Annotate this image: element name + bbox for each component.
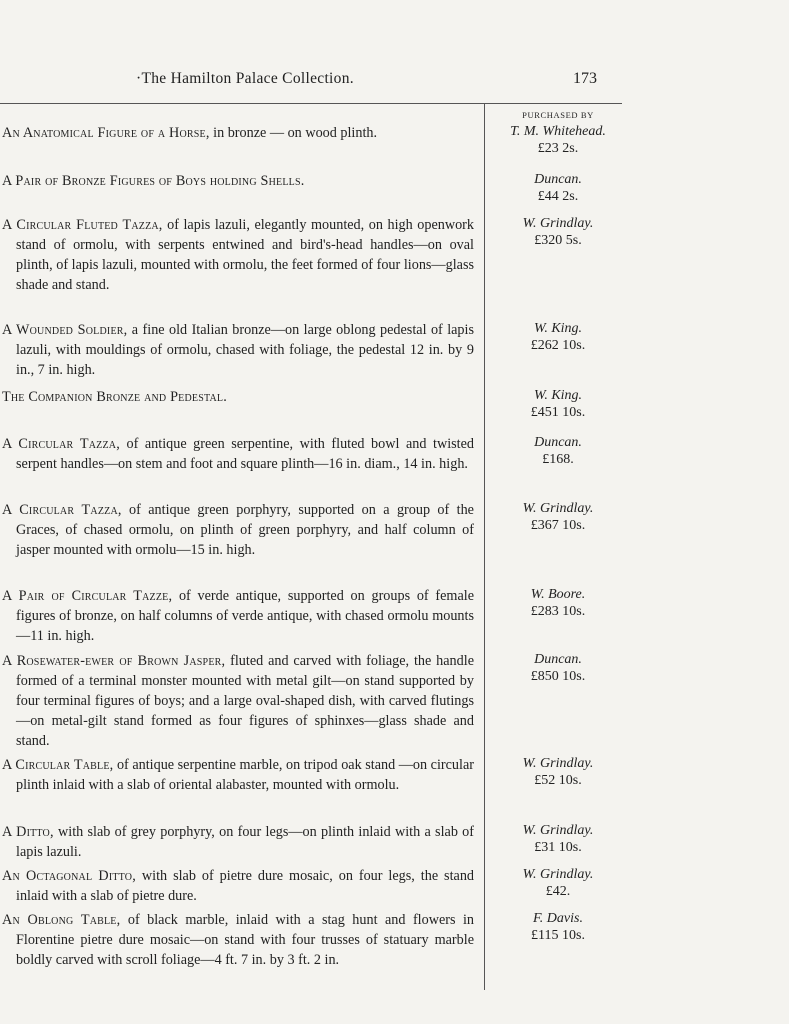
buyer-name: W. Grindlay. — [522, 823, 594, 838]
lot-title: A Circular Table, — [2, 757, 114, 773]
lot-title: An Octagonal Ditto, — [2, 868, 136, 884]
lot-description — [2, 500, 474, 560]
sale-price: £451 10s. — [530, 405, 586, 420]
sale-record — [490, 586, 626, 620]
lot-text: of black marble, inlaid with a stag hunt and flowers in Florentine pietre dure mosaic—on stand with four trusses of statuary marble boldly carved with scroll foliage—4 ft. 7 in. by 3 ft. 2 in. — [16, 912, 474, 968]
sale-price: £367 10s. — [530, 518, 586, 533]
lot-title: A Rosewater-ewer of Brown Jasper, — [2, 653, 226, 669]
sale-price: £23 2s. — [537, 141, 579, 156]
sale-price: £115 10s. — [531, 928, 585, 943]
lot-title: A Pair of Circular Tazze, — [2, 588, 173, 604]
lot-title: A Pair of Bronze Figures of Boys holding Shells. — [2, 173, 305, 189]
lot-title: A Ditto, — [2, 824, 54, 840]
buyer-name: T. M. Whitehead. — [510, 124, 606, 139]
sale-record — [490, 387, 626, 421]
header-rule — [0, 103, 622, 104]
lot-text: with slab of grey porphyry, on four legs—on plinth inlaid with a slab of lapis lazuli. — [16, 824, 475, 860]
lot-description — [2, 586, 474, 646]
page-number: 173 — [573, 70, 597, 87]
buyer-name: F. Davis. — [533, 911, 583, 926]
sale-price: £283 10s. — [530, 604, 586, 619]
sale-price: £44 2s. — [537, 189, 579, 204]
lot-text: a fine old Italian bronze—on large oblong pedestal of lapis lazuli, with mouldings of ormolu, chased with foliage, the pedestal 12 in. by 9 in., 7 in. high. — [16, 322, 474, 378]
purchased-by-label: PURCHASED BY — [522, 110, 594, 120]
running-title: ·The Hamilton Palace Collection. — [136, 70, 354, 87]
buyer-name: W. Boore. — [530, 587, 586, 602]
sale-record — [490, 123, 626, 157]
sale-record — [490, 171, 626, 205]
buyer-name: W. Grindlay. — [522, 756, 594, 771]
lot-title: A Circular Fluted Tazza, — [2, 217, 163, 233]
sale-record — [490, 910, 626, 944]
lot-description — [2, 910, 474, 970]
sale-record — [490, 822, 626, 856]
sale-record — [490, 866, 626, 900]
lot-title: An Oblong Table, — [2, 912, 121, 928]
sale-price: £31 10s. — [534, 840, 582, 855]
lot-text: of verde antique, supported on groups of female figures of bronze, on half columns of verde antique, with chased ormolu mounts—11 in. high. — [16, 588, 475, 644]
lot-description — [2, 434, 474, 474]
lot-title: A Circular Tazza, — [2, 502, 122, 518]
lot-description — [2, 755, 474, 795]
buyer-name: Duncan. — [534, 172, 582, 187]
lot-text: in bronze — on wood plinth. — [209, 125, 378, 141]
lot-description — [2, 387, 474, 407]
column-divider — [484, 104, 485, 990]
lot-description — [2, 822, 474, 862]
lot-description — [2, 215, 474, 295]
lot-description — [2, 123, 474, 143]
lot-text: fluted and carved with foliage, the handle formed of a terminal monster mounted with metal gilt—on stand supported by four terminal figures of boys; and a large oval-shaped dish, with carved flutings—on metal-gilt stand formed as four figures of sphinxes—glass shade and stand. — [16, 653, 474, 749]
buyer-name: W. Grindlay. — [522, 501, 594, 516]
sale-price: £42. — [545, 884, 571, 899]
lot-title: The Companion Bronze and Pedestal. — [2, 389, 227, 405]
lot-text: of antique serpentine marble, on tripod oak stand —on circular plinth inlaid with a slab of oriental alabaster, mounted with ormolu. — [16, 757, 474, 793]
lot-description — [2, 171, 474, 191]
sale-price: £262 10s. — [530, 338, 586, 353]
buyer-name: Duncan. — [534, 435, 582, 450]
lot-title: A Circular Tazza, — [2, 436, 120, 452]
lot-text: with slab of pietre dure mosaic, on four legs, the stand inlaid with a slab of pietre dure. — [16, 868, 475, 904]
sale-record — [490, 755, 626, 789]
lot-text: of antique green porphyry, supported on a group of the Graces, of chased ormolu, on plinth of green porphyry, and half column of jasper mounted with ormolu—15 in. high. — [16, 502, 474, 558]
lot-description — [2, 320, 474, 380]
sale-price: £320 5s. — [534, 233, 582, 248]
sale-record — [490, 651, 626, 685]
lot-title: An Anatomical Figure of a Horse, — [2, 125, 210, 141]
sale-price: £52 10s. — [534, 773, 582, 788]
buyer-name: W. King. — [533, 388, 583, 403]
sale-record — [490, 215, 626, 249]
lot-title: A Wounded Soldier, — [2, 322, 128, 338]
sale-price: £168. — [542, 452, 574, 467]
buyer-name: W. Grindlay. — [522, 867, 594, 882]
sale-record — [490, 434, 626, 468]
buyer-name: W. Grindlay. — [522, 216, 594, 231]
sale-price: £850 10s. — [530, 669, 586, 684]
page-header — [0, 70, 789, 94]
lot-text: of lapis lazuli, elegantly mounted, on high openwork stand of ormolu, with serpents entwined and bird's-head handles—on oval plinth, of lapis lazuli, mounted with ormolu, the feet formed of four lions—glass shade and stand. — [16, 217, 474, 293]
sale-record — [490, 320, 626, 354]
lot-description — [2, 866, 474, 906]
buyer-name: Duncan. — [534, 652, 582, 667]
lot-text: of antique green serpentine, with fluted bowl and twisted serpent handles—on stem and foot and square plinth—16 in. diam., 14 in. high. — [16, 436, 474, 472]
buyer-name: W. King. — [533, 321, 583, 336]
sale-record — [490, 500, 626, 534]
lot-description — [2, 651, 474, 751]
